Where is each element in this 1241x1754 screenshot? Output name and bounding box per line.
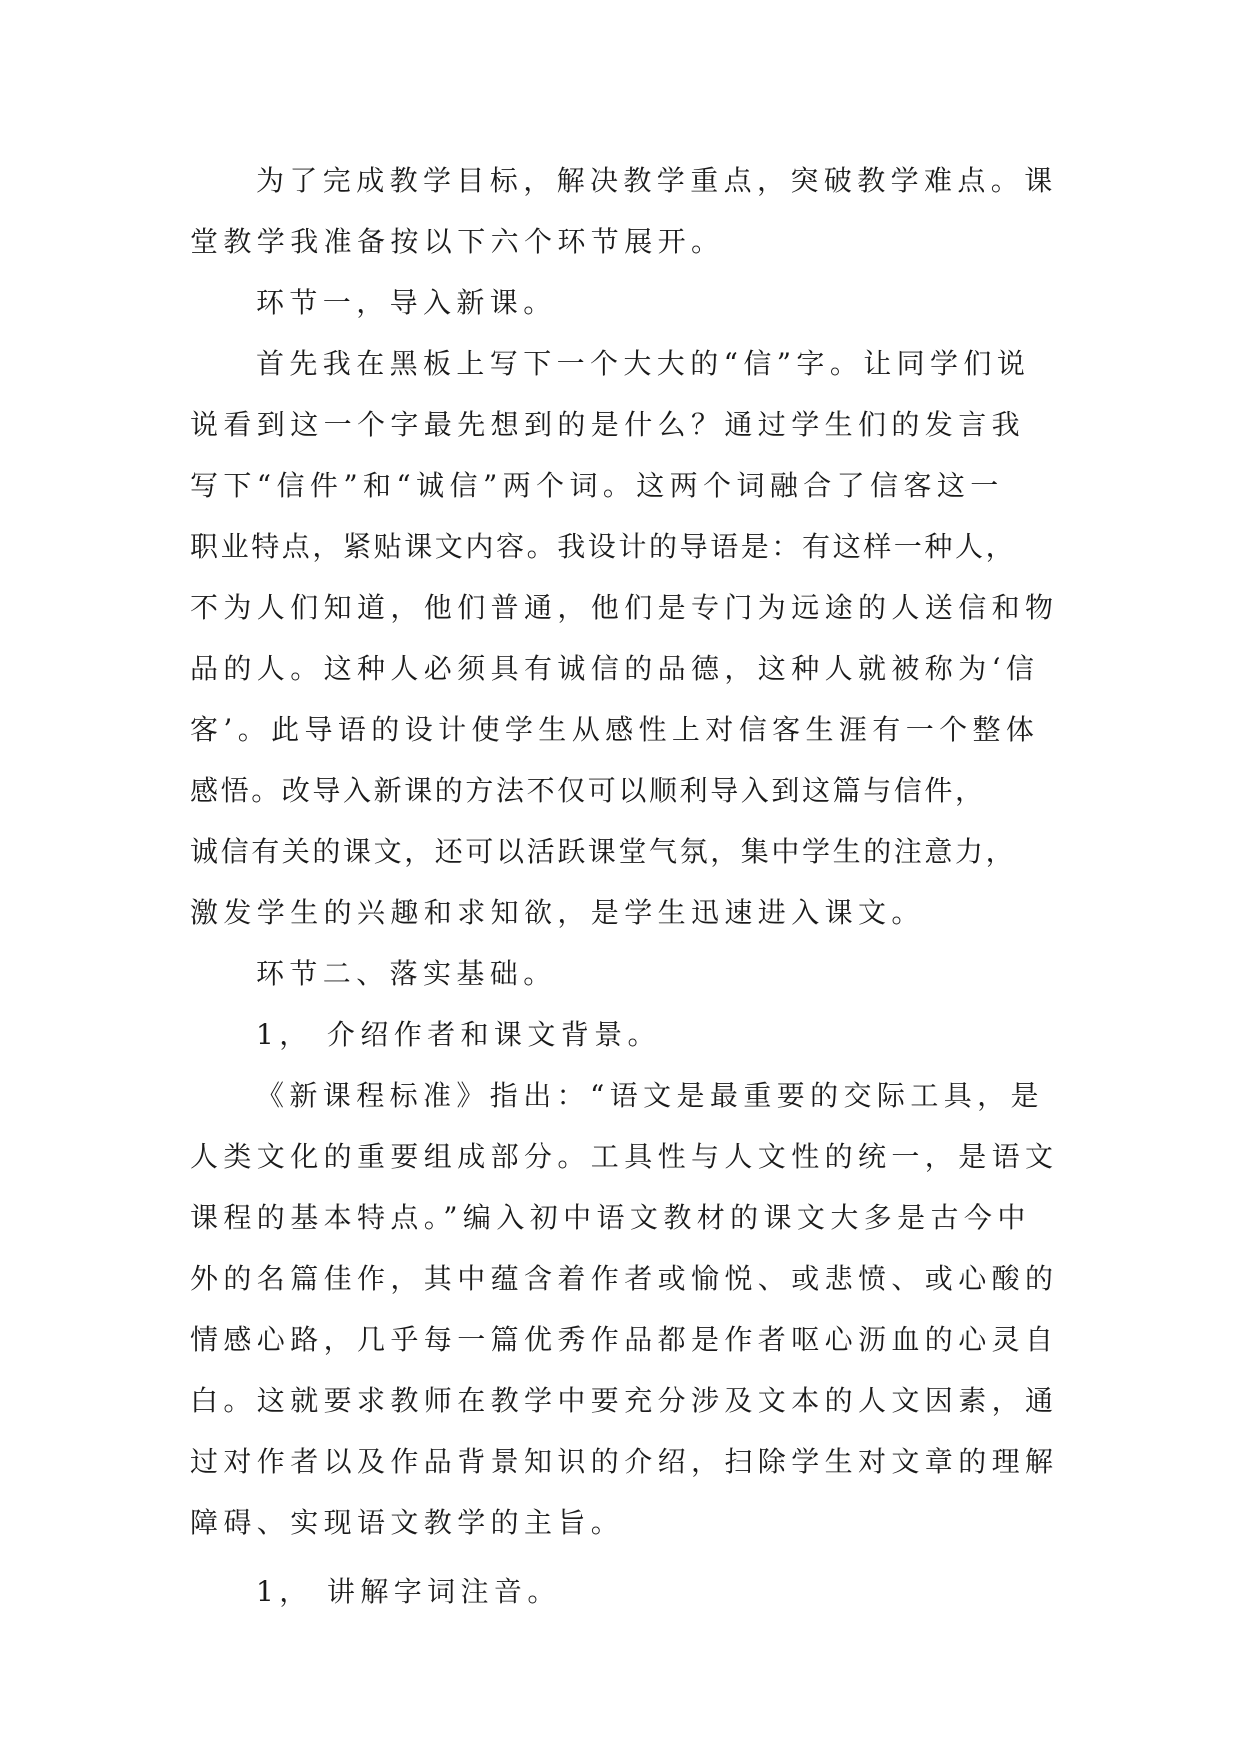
text-line: 白。这就要求教师在教学中要充分涉及文本的人文因素，通: [190, 1384, 1059, 1417]
text-line: 首先我在黑板上写下一个大大的“信”字。让同学们说: [256, 347, 1031, 380]
numbered-item: 1， 介绍作者和课文背景。: [256, 1018, 661, 1051]
text-line: 说看到这一个字最先想到的是什么？通过学生们的发言我: [190, 408, 1026, 441]
text-line: 激发学生的兴趣和求知欲，是学生迅速进入课文。: [190, 896, 925, 929]
text-line: 课程的基本特点。”编入初中语文教材的课文大多是古今中: [190, 1201, 1031, 1234]
text-line: 《新课程标准》指出：“语文是最重要的交际工具，是: [256, 1079, 1044, 1112]
text-line: 人类文化的重要组成部分。工具性与人文性的统一，是语文: [190, 1140, 1059, 1173]
section-heading: 环节二、落实基础。: [256, 957, 557, 990]
text-line: 客’。此导语的设计使学生从感性上对信客生涯有一个整体: [190, 713, 1040, 746]
numbered-item: 1， 讲解字词注音。: [256, 1575, 561, 1608]
text-line: 不为人们知道，他们普通，他们是专门为远途的人送信和物: [190, 591, 1059, 624]
text-line: 过对作者以及作品背景知识的介绍，扫除学生对文章的理解: [190, 1445, 1059, 1478]
text-line: 诚信有关的课文，还可以活跃课堂气氛，集中学生的注意力，: [190, 835, 1017, 868]
text-line: 堂教学我准备按以下六个环节展开。: [190, 225, 725, 258]
text-line: 品的人。这种人必须具有诚信的品德，这种人就被称为‘信: [190, 652, 1040, 685]
text-line: 为了完成教学目标，解决教学重点，突破教学难点。课: [256, 164, 1058, 197]
text-line: 感悟。改导入新课的方法不仅可以顺利导入到这篇与信件，: [190, 774, 986, 807]
text-line: 职业特点，紧贴课文内容。我设计的导语是：有这样一种人，: [190, 530, 1017, 563]
text-line: 情感心路，几乎每一篇优秀作品都是作者呕心沥血的心灵自: [190, 1323, 1059, 1356]
text-line: 障碍、实现语文教学的主旨。: [190, 1506, 625, 1539]
text-line: 外的名篇佳作，其中蕴含着作者或愉悦、或悲愤、或心酸的: [190, 1262, 1059, 1295]
section-heading: 环节一，导入新课。: [256, 286, 557, 319]
document-page: [190, 150, 1058, 1622]
text-line: 写下“信件”和“诚信”两个词。这两个词融合了信客这一: [190, 469, 1004, 502]
